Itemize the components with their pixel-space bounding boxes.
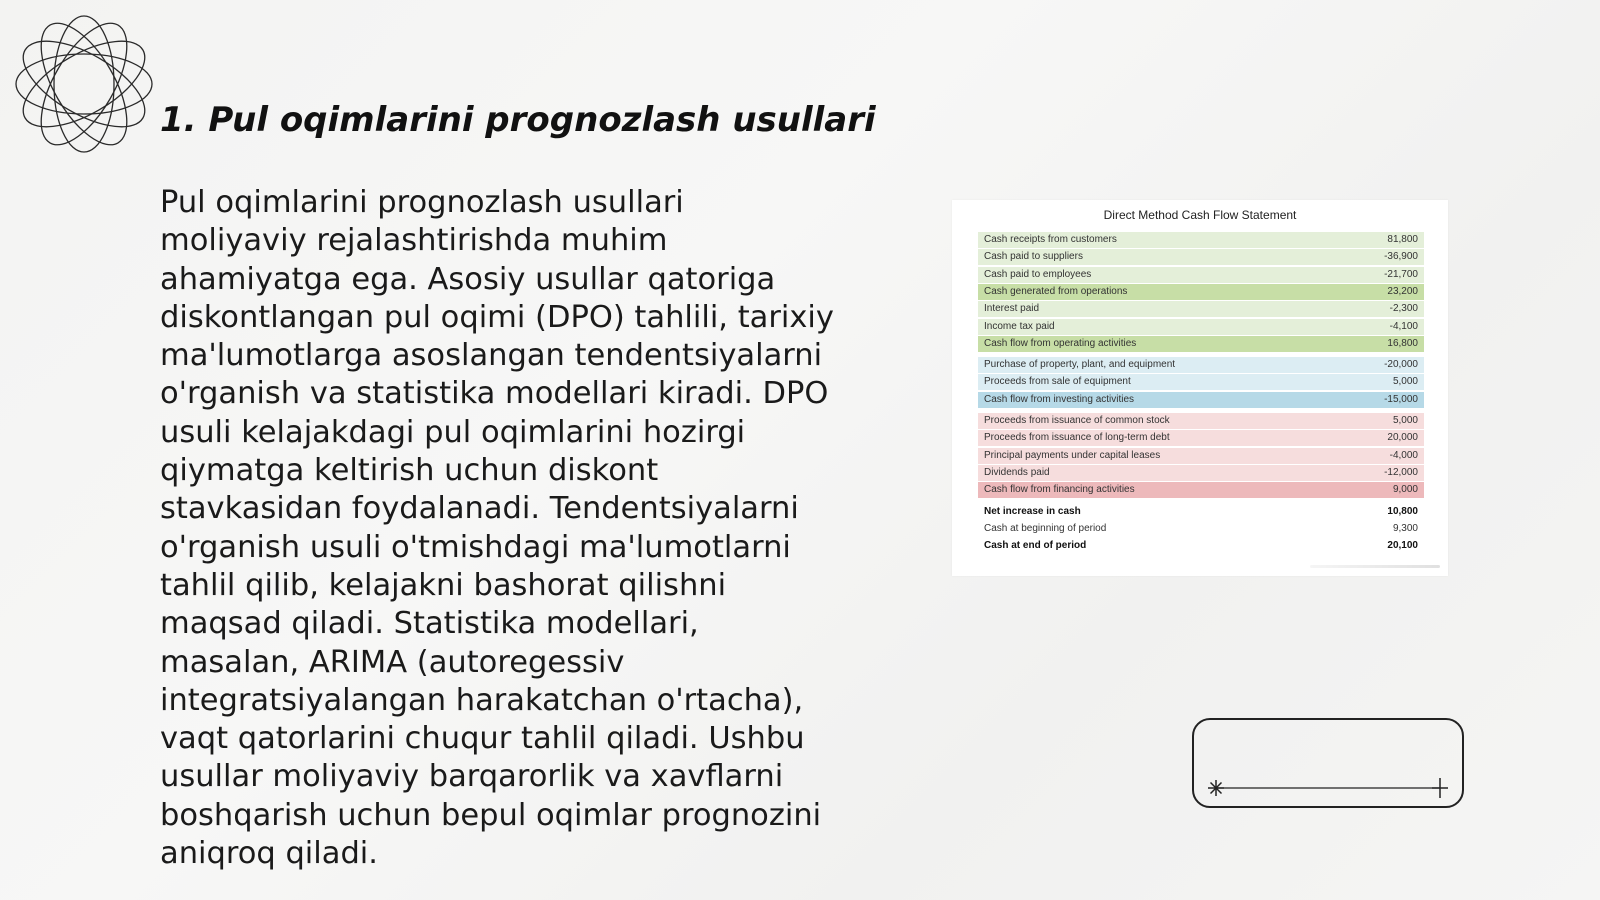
- cash-flow-row-value: -20,000: [1384, 359, 1418, 371]
- cash-flow-row-value: 81,800: [1387, 234, 1418, 245]
- cash-flow-row-label: Cash flow from operating activities: [984, 337, 1137, 349]
- cash-flow-row-value: 5,000: [1392, 376, 1418, 388]
- cash-flow-row-label: Cash receipts from customers: [984, 234, 1117, 245]
- cash-flow-row-value: 9,000: [1392, 484, 1418, 496]
- cash-flow-row-value: -2,300: [1389, 303, 1418, 315]
- decorative-line: [1194, 720, 1466, 810]
- image-watermark: [1310, 565, 1440, 568]
- cash-flow-row-label: Income tax paid: [984, 320, 1055, 332]
- cash-flow-row-label: Cash flow from financing activities: [984, 484, 1135, 496]
- cash-flow-title: Direct Method Cash Flow Statement: [1103, 208, 1297, 222]
- cash-flow-statement-image: [952, 200, 1448, 576]
- cash-flow-row-label: Cash paid to suppliers: [984, 251, 1083, 263]
- cash-flow-row-value: -21,700: [1384, 268, 1418, 280]
- cash-flow-row: [978, 357, 1424, 373]
- cash-flow-row: [978, 430, 1424, 446]
- cash-flow-row: [978, 482, 1424, 498]
- cash-flow-row-label: Cash at beginning of period: [984, 522, 1107, 534]
- cash-flow-row: [978, 336, 1424, 352]
- cash-flow-row: [978, 319, 1424, 335]
- cash-flow-row: [978, 374, 1424, 390]
- slide-body-text: Pul oqimlarini prognozlash usullari moliyaviy rejalashtirishda muhim ahamiyatga ega. Asosiy usullar qatoriga diskontlangan pul oqimi (DPO) tahlili, tarixiy ma'lumotlarga asoslangan tendentsiyalarni o'rganish va statistika modellari kiradi. DPO usuli kelajakdagi pul oqimlarini hozirgi qiymatga keltirish uchun diskont stavkasidan foydalanadi. Tendentsiyalarni o'rganish usuli o'tmishdagi ma'lumotlarni tahlil qilib, kelajakni bashorat qilishni maqsad qiladi. Statistika modellari, masalan, ARIMA (autoregessiv integratsiyalangan harakatchan o'rtacha), vaqt qatorlarini chuqur tahlil qiladi. Ushbu usullar moliyaviy barqarorlik va xavflarni boshqarish uchun bepul oqimlar prognozini aniqroq qiladi.: [160, 185, 834, 872]
- cash-flow-row: [978, 392, 1424, 408]
- cash-flow-row: [978, 267, 1424, 283]
- cash-flow-row-label: Cash at end of period: [984, 540, 1087, 552]
- cash-flow-row-label: Principal payments under capital leases: [984, 449, 1161, 461]
- cash-flow-row-value: -36,900: [1384, 251, 1418, 263]
- cash-flow-row: [978, 284, 1424, 300]
- cash-flow-row-value: 16,800: [1387, 337, 1418, 349]
- cash-flow-row-value: -15,000: [1384, 393, 1418, 405]
- cash-flow-row: [978, 538, 1424, 554]
- cash-flow-row-value: 9,300: [1392, 522, 1418, 534]
- cash-flow-row-value: 23,200: [1387, 285, 1418, 297]
- decorative-rounded-frame: [1192, 718, 1464, 808]
- cash-flow-row-value: -4,100: [1389, 320, 1418, 332]
- cash-flow-row: [978, 249, 1424, 265]
- slide-title: 1. Pul oqimlarini prognozlash usullari: [160, 100, 876, 140]
- cash-flow-row-value: -12,000: [1384, 466, 1418, 478]
- cash-flow-row-value: 5,000: [1392, 415, 1418, 426]
- sparkle-icon: [1208, 780, 1224, 796]
- cash-flow-row-label: Proceeds from issuance of long-term debt: [984, 432, 1170, 444]
- cash-flow-row-value: 10,800: [1387, 505, 1418, 517]
- cash-flow-row-label: Cash flow from investing activities: [984, 393, 1135, 405]
- spirograph-logo-icon: [8, 8, 160, 160]
- cash-flow-row-label: Proceeds from sale of equipment: [984, 376, 1131, 388]
- cash-flow-row: [978, 413, 1424, 429]
- cash-flow-row-label: Dividends paid: [984, 466, 1050, 478]
- cash-flow-row-label: Cash paid to employees: [984, 268, 1092, 280]
- cash-flow-row-label: Net increase in cash: [984, 505, 1081, 517]
- cash-flow-row-label: Purchase of property, plant, and equipment: [984, 359, 1176, 371]
- cash-flow-row: [978, 301, 1424, 317]
- cash-flow-row: [978, 504, 1424, 520]
- cash-flow-row-value: -4,000: [1389, 449, 1418, 461]
- cash-flow-row: [978, 448, 1424, 464]
- cash-flow-row-value: 20,000: [1387, 432, 1418, 444]
- cash-flow-row: [978, 521, 1424, 537]
- cash-flow-row: [978, 465, 1424, 481]
- cash-flow-row: [978, 232, 1424, 248]
- crosshair-plus-icon: [1432, 778, 1448, 798]
- cash-flow-row-label: Interest paid: [984, 303, 1040, 315]
- cash-flow-row-label: Proceeds from issuance of common stock: [984, 415, 1170, 426]
- cash-flow-row-value: 20,100: [1387, 540, 1418, 552]
- cash-flow-row-label: Cash generated from operations: [984, 285, 1128, 297]
